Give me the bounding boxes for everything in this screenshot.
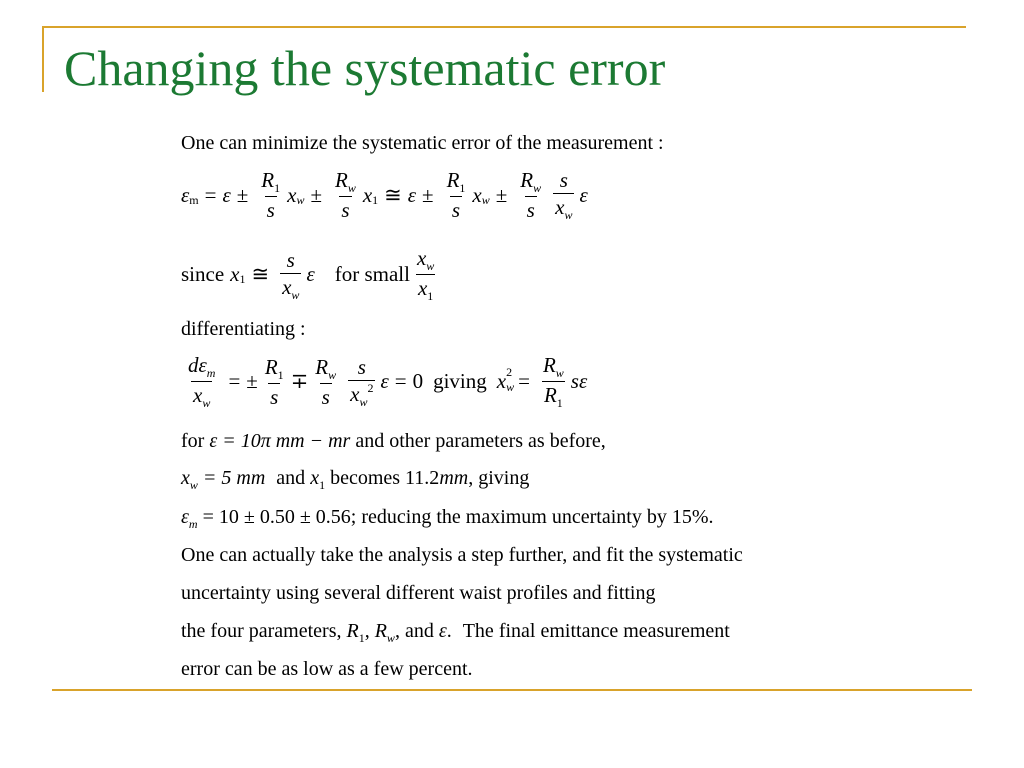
for-epsilon-line: for ε = 10π mm − mr and other parameters as before, <box>181 430 606 452</box>
text-line-c: the four parameters, $R_1$, $R_w$, and ε. The final emittance measurement <box>181 620 730 645</box>
equation-since: since x 1 ≅ $\frac{s}{x_w}$ ε for small $\frac{x_w}{x_1}$ <box>181 246 435 303</box>
slide-title: Changing the systematic error <box>64 40 666 96</box>
left-rule <box>42 26 44 92</box>
bottom-rule <box>52 689 972 691</box>
top-rule <box>44 26 966 28</box>
equation-emittance: ε m = ε ± $\frac{R_1}{s}$ x w ± $\frac{R_w}{s}$ x 1 ≅ ε ± $\frac{R_1}{s}$ x w ± $\frac{R_w}{s}$ $\frac{s}{x_w}$ ε <box>181 168 588 222</box>
equation-derivative: $\frac{d\varepsilon_m}{x_w}$ = ± $\frac{R_1}{s}$ ∓ $\frac{R_w}{s}$ $\frac{s}{x_w^2}$ ε = 0 giving x w 2 = $\frac{R_w}{R_1}$ sε <box>188 353 588 410</box>
xw-line: $x_w = 5$ mm and $x_1$ becomes 11.2mm, giving <box>181 467 530 492</box>
em-result-line: $\varepsilon_m = 10 \pm 0.50 \pm 0.56$; reducing the maximum uncertainty by 15%. <box>181 506 714 531</box>
text-line-a: One can actually take the analysis a step further, and fit the systematic <box>181 544 743 566</box>
text-line-d: error can be as low as a few percent. <box>181 658 473 680</box>
text-line-b: uncertainty using several different waist profiles and fitting <box>181 582 656 604</box>
intro-line: One can minimize the systematic error of the measurement : <box>181 132 664 154</box>
differentiating-label: differentiating : <box>181 318 306 340</box>
